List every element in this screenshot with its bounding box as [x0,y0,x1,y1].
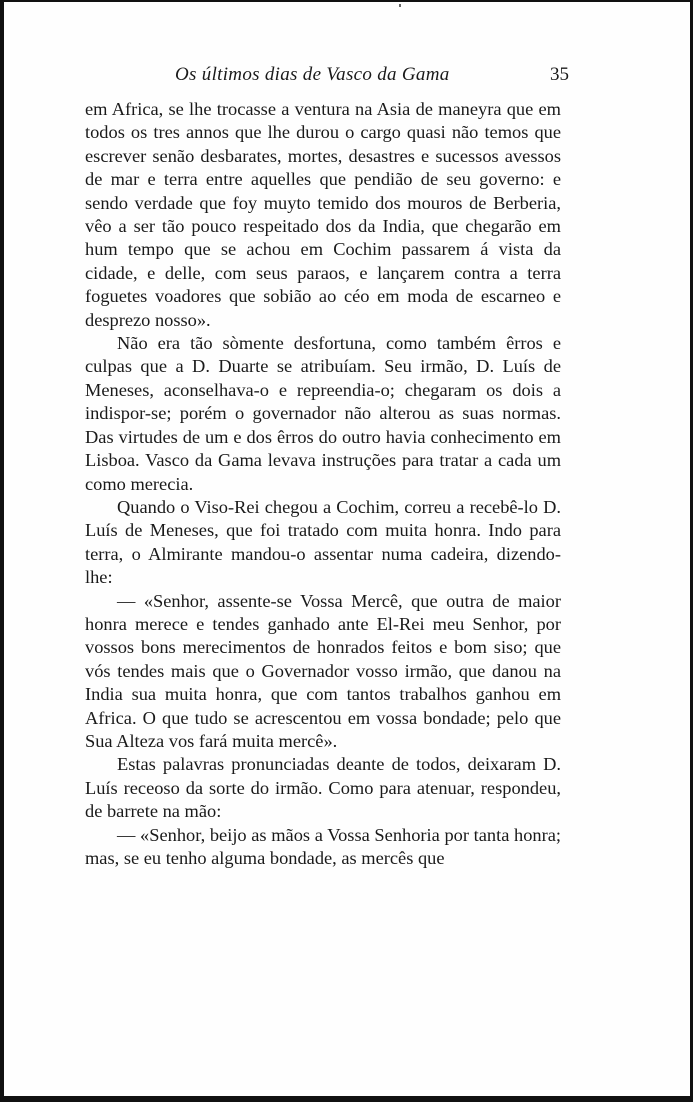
scan-speck [399,4,401,7]
page-header [85,64,569,98]
paragraph-continuation: em Africa, se lhe trocasse a ventura na Asia de maneyra que em todos os tres annos que lhe durou o cargo quasi não temos que escrever senão desbarates, mortes, desastres e sucessos avessos de mar e terra entre aquelles que pendião de seu governo: e sendo verdade que foy muyto temido dos mouros de Berberia, vêo a ser tão pouco respeitado dos da India, que chegarão em hum tempo que se achou em Cochim passarem á vista da cidade, e delle, com seus paraos, e lançarem contra a terra foguetes voadores que sobião ao céo em moda de escarneo e desprezo nosso». [85,99,561,330]
book-page [85,64,569,870]
page-number: 35 [550,64,569,85]
running-title: Os últimos dias de Vasco da Gama [175,64,450,85]
paragraph-quote: — «Senhor, assente-se Vossa Mercê, que outra de maior honra merece e tendes ganhado ante El-Rei meu Senhor, por vossos bons merecimentos de honrados feitos e bom siso; que vós tendes mais que o Governador vosso irmão, que danou na India sua muita honra, que com tantos trabalhos ganhou em Africa. O que tudo se acrescentou em vossa bondade; pelo que Sua Alteza vos fará muita mercê». [85,590,561,751]
body-text [85,98,561,870]
paragraph: Estas palavras pronunciadas deante de todos, deixaram D. Luís receoso da sorte do irmão. Como para atenuar, respondeu, de barrete na mão: [85,754,561,822]
paragraph: Quando o Viso-Rei chegou a Cochim, correu a recebê-lo D. Luís de Meneses, que foi tratado com muita honra. Indo para terra, o Almirante mandou-o assentar numa cadeira, dizendo-lhe: [85,496,561,588]
paragraph: Não era tão sòmente desfortuna, como também êrros e culpas que a D. Duarte se atribuíam. Seu irmão, D. Luís de Meneses, aconselhava-o e repreendia-o; chegaram os dois a indispor-se; porém o governador não alterou as suas normas. Das virtudes de um e dos êrros do outro havia conhecimento em Lisboa. Vasco da Gama levava instruções para tratar a cada um como merecia. [85,333,561,494]
paragraph-quote: — «Senhor, beijo as mãos a Vossa Senhoria por tanta honra; mas, se eu tenho alguma bondade, as mercês que [85,824,561,868]
